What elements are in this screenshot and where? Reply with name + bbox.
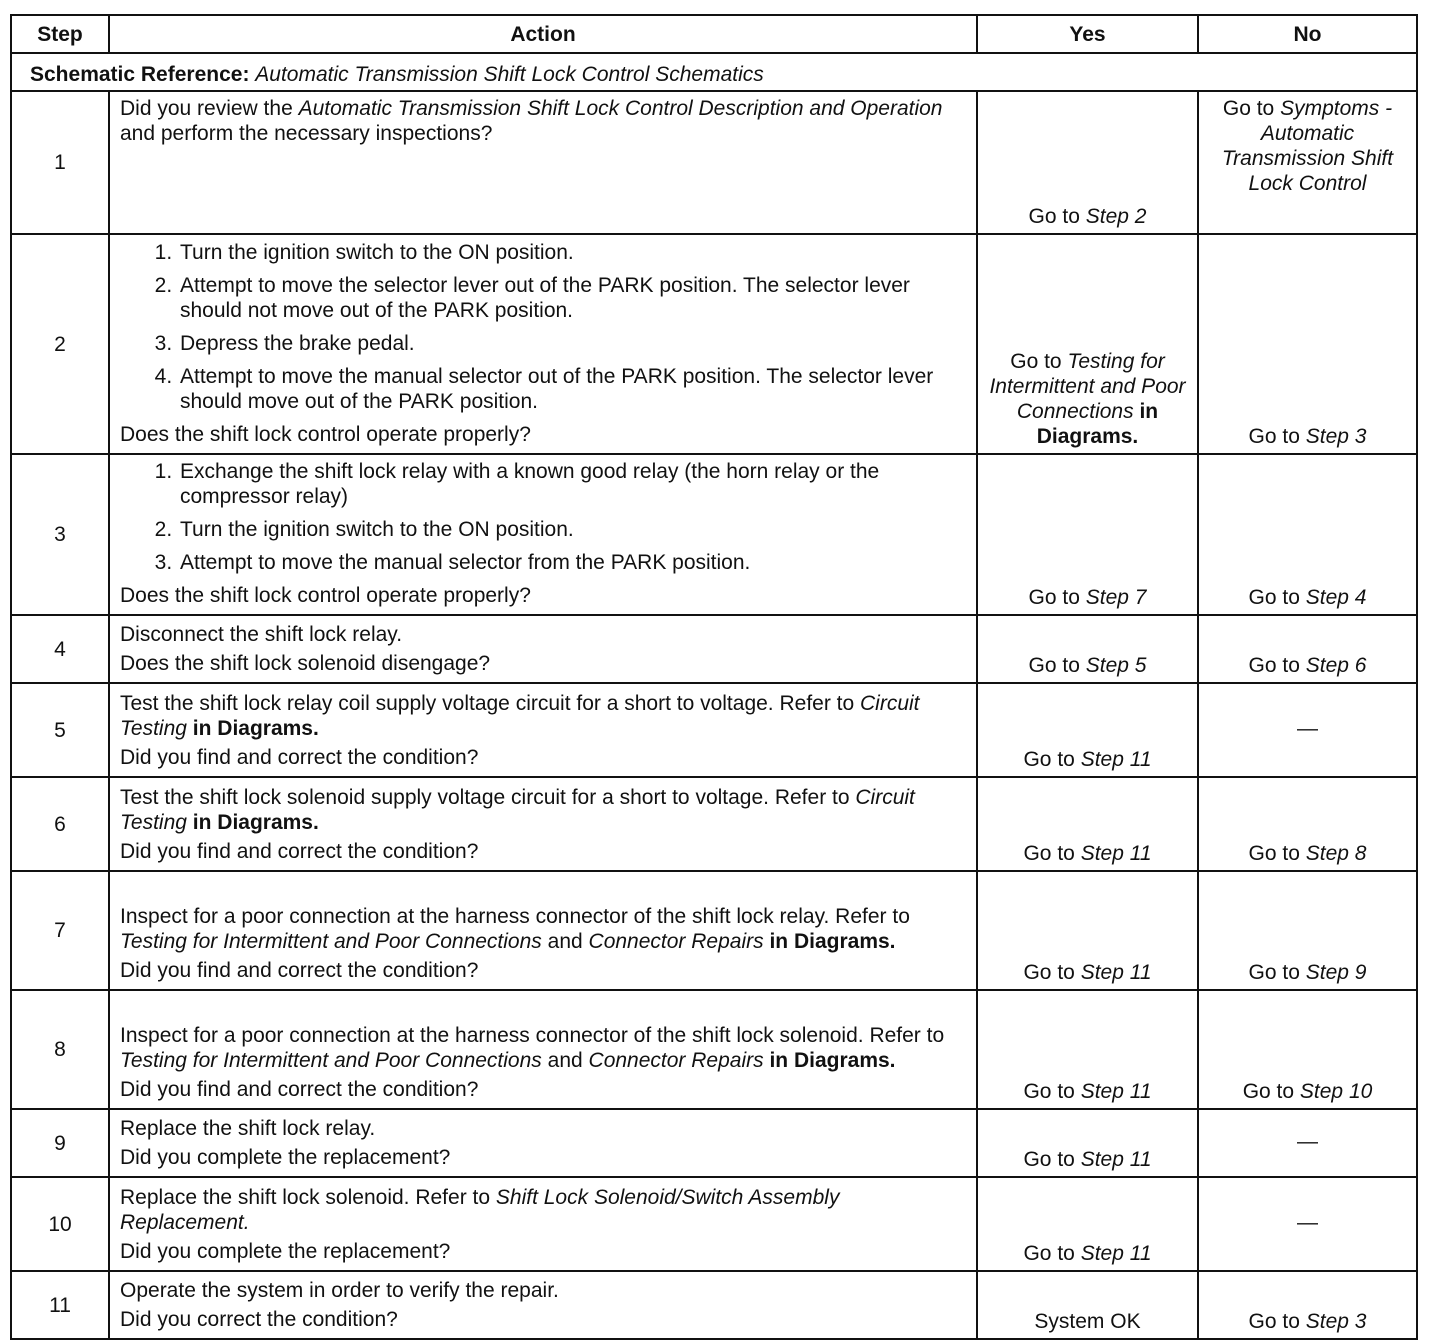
table-row — [11, 683, 1417, 777]
no-cell — [1198, 91, 1417, 234]
goto-text: Go to — [1248, 425, 1300, 448]
yes-link[interactable]: Step 11 — [1080, 842, 1152, 865]
list-item: 2. Attempt to move the selector lever out of the PARK position. The selector lever should not move out of the PARK position. — [178, 273, 966, 323]
action-cell — [109, 683, 977, 777]
table-row — [11, 777, 1417, 871]
goto-text: Go to — [1248, 961, 1300, 984]
yes-cell — [977, 234, 1198, 454]
goto-text: Go to — [1222, 97, 1275, 120]
action-reference: Shift Lock Solenoid/Switch Assembly Replacement. — [120, 1186, 840, 1234]
action-cell — [109, 1177, 977, 1271]
diagnostic-table — [10, 14, 1418, 1340]
action-question: Does the shift lock control operate properly? — [120, 423, 531, 446]
schematic-reference-row — [11, 53, 1417, 91]
header-row — [11, 15, 1417, 53]
table-row — [11, 990, 1417, 1109]
action-text: Test the shift lock relay coil supply voltage circuit for a short to voltage. Refer to — [120, 692, 855, 715]
header-action: Action — [109, 15, 977, 53]
action-text-block — [120, 1023, 966, 1073]
action-text-block — [120, 691, 966, 741]
goto-text: Go to — [1010, 350, 1062, 373]
header-step: Step — [11, 15, 109, 53]
yes-cell — [977, 615, 1198, 683]
list-item: 3. Attempt to move the manual selector from the PARK position. — [178, 550, 966, 575]
yes-link[interactable]: Step 11 — [1080, 1148, 1152, 1171]
action-cell — [109, 454, 977, 615]
goto-text: Go to — [1023, 961, 1075, 984]
action-question: Did you find and correct the condition? — [120, 959, 479, 982]
action-text: Did you review the — [120, 97, 293, 120]
action-reference: Testing for Intermittent and Poor Connections — [120, 930, 542, 953]
no-cell — [1198, 1271, 1417, 1339]
step-number: 3 — [11, 454, 109, 615]
action-text-block — [120, 904, 966, 954]
table-row — [11, 871, 1417, 990]
table-row — [11, 91, 1417, 234]
action-question: Did you find and correct the condition? — [120, 1078, 479, 1101]
action-cell — [109, 871, 977, 990]
step-number: 9 — [11, 1109, 109, 1177]
no-cell — [1198, 615, 1417, 683]
table-row — [11, 1177, 1417, 1271]
yes-link[interactable]: Step 2 — [1085, 205, 1147, 228]
goto-text: Go to — [1248, 586, 1300, 609]
action-text: Operate the system in order to verify the repair. — [120, 1279, 559, 1302]
action-cell — [109, 1109, 977, 1177]
no-cell: — — [1198, 1109, 1417, 1177]
action-tail: in Diagrams. — [769, 1049, 896, 1072]
yes-link[interactable]: Step 11 — [1080, 1242, 1152, 1265]
action-text: and — [547, 930, 583, 953]
action-tail: in Diagrams. — [769, 930, 896, 953]
step-number: 5 — [11, 683, 109, 777]
no-link[interactable]: Step 8 — [1305, 842, 1367, 865]
action-question: Did you correct the condition? — [120, 1308, 398, 1331]
action-text-block — [120, 785, 966, 835]
action-cell — [109, 777, 977, 871]
step-number: 8 — [11, 990, 109, 1109]
table-row — [11, 234, 1417, 454]
action-question: Does the shift lock control operate properly? — [120, 584, 531, 607]
action-question: Does the shift lock solenoid disengage? — [120, 652, 491, 675]
action-text: and — [547, 1049, 583, 1072]
goto-text: Go to — [1023, 1148, 1075, 1171]
action-cell — [109, 234, 977, 454]
yes-cell — [977, 91, 1198, 234]
action-cell — [109, 1271, 977, 1339]
step-number: 4 — [11, 615, 109, 683]
yes-link[interactable]: Step 5 — [1085, 654, 1147, 677]
no-cell — [1198, 777, 1417, 871]
action-cell — [109, 91, 977, 234]
goto-text: Go to — [1028, 205, 1080, 228]
goto-text: Go to — [1023, 748, 1075, 771]
no-cell: — — [1198, 683, 1417, 777]
goto-text: Go to — [1242, 1080, 1295, 1103]
yes-link[interactable]: Testing for Intermittent and Poor Connections — [989, 350, 1186, 423]
step-number: 10 — [11, 1177, 109, 1271]
action-reference: Connector Repairs — [588, 1049, 764, 1072]
no-link[interactable]: Step 6 — [1305, 654, 1367, 677]
step-number: 7 — [11, 871, 109, 990]
yes-cell — [977, 871, 1198, 990]
yes-cell — [977, 1177, 1198, 1271]
yes-cell — [977, 454, 1198, 615]
goto-text: Go to — [1028, 586, 1080, 609]
yes-tail: in Diagrams. — [1036, 400, 1159, 448]
yes-link[interactable]: Step 11 — [1080, 748, 1152, 771]
no-link[interactable]: Step 4 — [1305, 586, 1367, 609]
yes-cell: System OK — [977, 1271, 1198, 1339]
action-reference: Circuit Testing — [120, 786, 915, 834]
action-text: and perform the necessary inspections? — [120, 122, 493, 145]
yes-cell — [977, 990, 1198, 1109]
action-text: Disconnect the shift lock relay. — [120, 623, 403, 646]
header-no: No — [1198, 15, 1417, 53]
list-item: 1. Exchange the shift lock relay with a known good relay (the horn relay or the compressor relay) — [178, 459, 966, 509]
action-cell — [109, 990, 977, 1109]
yes-link[interactable]: Step 11 — [1080, 961, 1152, 984]
goto-text: Go to — [1023, 1080, 1075, 1103]
action-reference: Circuit Testing — [120, 692, 920, 740]
action-list — [120, 459, 966, 575]
no-cell — [1198, 234, 1417, 454]
action-cell — [109, 615, 977, 683]
action-text: Replace the shift lock relay. — [120, 1117, 376, 1140]
no-cell — [1198, 990, 1417, 1109]
action-reference: Automatic Transmission Shift Lock Control Description and Operation — [298, 97, 943, 120]
step-number: 2 — [11, 234, 109, 454]
no-link[interactable]: Step 3 — [1305, 1310, 1367, 1333]
table-row — [11, 1109, 1417, 1177]
yes-cell — [977, 683, 1198, 777]
schematic-value: Automatic Transmission Shift Lock Control Schematics — [255, 63, 764, 86]
table-row — [11, 1271, 1417, 1339]
action-text: Test the shift lock solenoid supply voltage circuit for a short to voltage. Refer to — [120, 786, 850, 809]
goto-text: Go to — [1248, 654, 1300, 677]
yes-link[interactable]: Step 7 — [1085, 586, 1147, 609]
action-question: Did you complete the replacement? — [120, 1240, 451, 1263]
action-text-block — [120, 1185, 966, 1235]
goto-text: Go to — [1248, 842, 1300, 865]
no-link[interactable]: Step 10 — [1299, 1080, 1373, 1103]
no-link[interactable]: Step 3 — [1305, 425, 1367, 448]
goto-text: Go to — [1248, 1310, 1300, 1333]
schematic-reference — [11, 53, 1417, 91]
no-link[interactable]: Symptoms - Automatic Transmission Shift Lock Control — [1221, 97, 1394, 195]
list-item: 4. Attempt to move the manual selector out of the PARK position. The selector lever should move out of the PARK position. — [178, 364, 966, 414]
yes-cell — [977, 777, 1198, 871]
table-row — [11, 615, 1417, 683]
step-number: 11 — [11, 1271, 109, 1339]
action-tail: in Diagrams. — [192, 717, 319, 740]
list-item: 3. Depress the brake pedal. — [178, 331, 966, 356]
action-question: Did you find and correct the condition? — [120, 840, 479, 863]
no-cell: — — [1198, 1177, 1417, 1271]
yes-cell — [977, 1109, 1198, 1177]
action-reference: Testing for Intermittent and Poor Connections — [120, 1049, 542, 1072]
action-question: Did you find and correct the condition? — [120, 746, 479, 769]
yes-link[interactable]: Step 11 — [1080, 1080, 1152, 1103]
list-item: 1. Turn the ignition switch to the ON position. — [178, 240, 966, 265]
action-list — [120, 240, 966, 414]
goto-text: Go to — [1028, 654, 1080, 677]
action-question: Did you complete the replacement? — [120, 1146, 451, 1169]
action-text: Inspect for a poor connection at the harness connector of the shift lock relay. Refer to — [120, 905, 910, 928]
action-text: Replace the shift lock solenoid. Refer to — [120, 1186, 491, 1209]
step-number: 6 — [11, 777, 109, 871]
goto-text: Go to — [1023, 842, 1075, 865]
list-item: 2. Turn the ignition switch to the ON position. — [178, 517, 966, 542]
table-row — [11, 454, 1417, 615]
header-yes: Yes — [977, 15, 1198, 53]
no-cell — [1198, 454, 1417, 615]
goto-text: Go to — [1023, 1242, 1075, 1265]
no-cell — [1198, 871, 1417, 990]
action-reference: Connector Repairs — [588, 930, 764, 953]
no-link[interactable]: Step 9 — [1305, 961, 1367, 984]
step-number: 1 — [11, 91, 109, 234]
action-tail: in Diagrams. — [192, 811, 319, 834]
schematic-label: Schematic Reference: — [30, 63, 250, 86]
action-text: Inspect for a poor connection at the harness connector of the shift lock solenoid. Refer to — [120, 1024, 945, 1047]
